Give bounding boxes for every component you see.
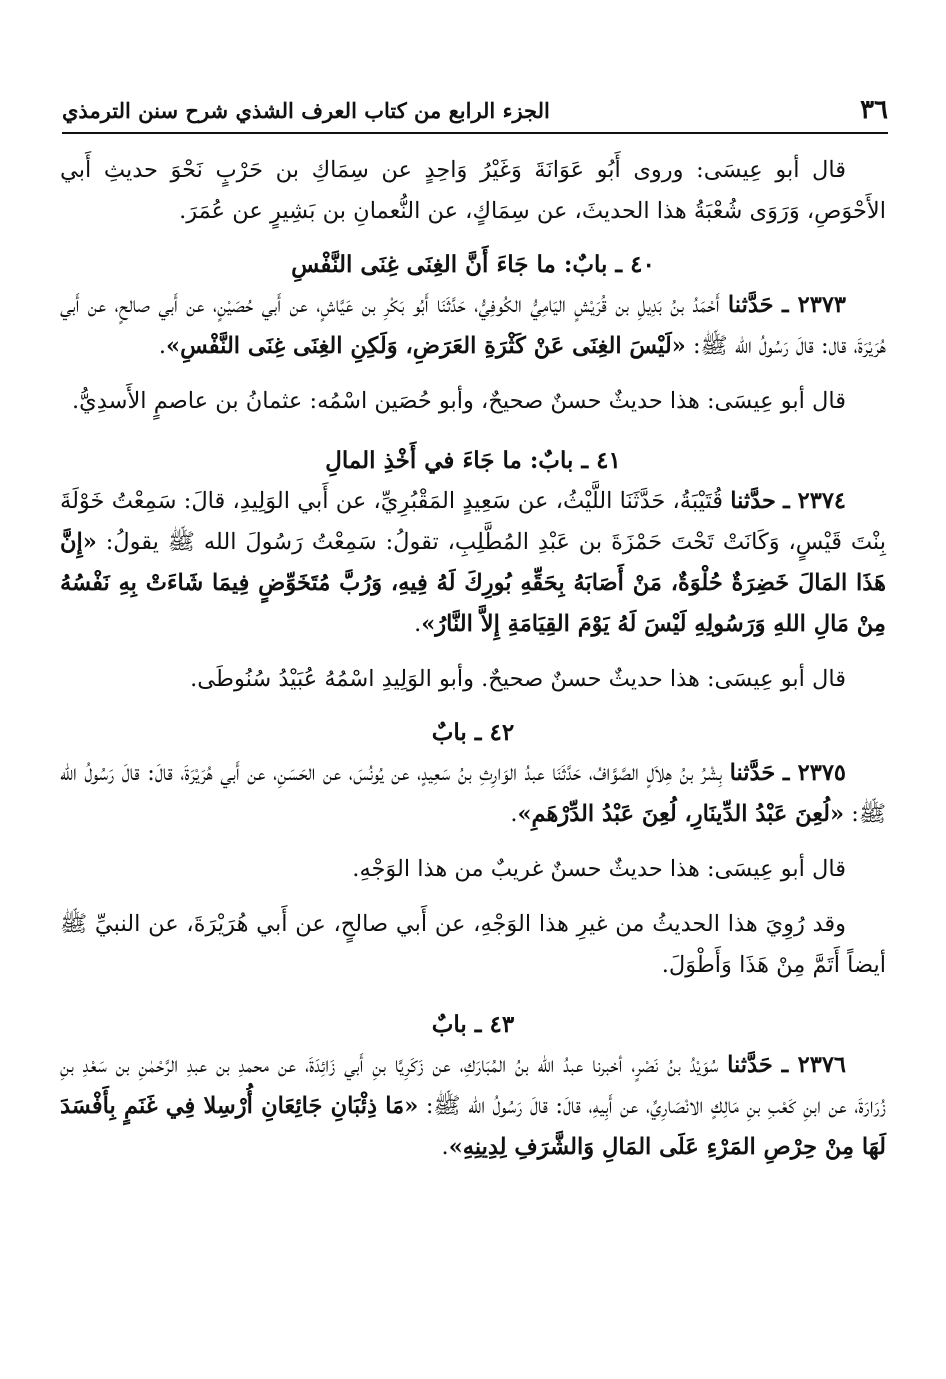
commentary-paragraph: قال أبو عِيسَى: هذا حديثٌ حسنٌ صحيحٌ. وأبو الوَلِيدِ اسْمُهُ عُبَيْدُ سُنُوطَى. <box>190 666 846 692</box>
hadith-number: ٢٣٧٥ ـ <box>782 760 846 786</box>
hadith-2374: ٢٣٧٤ ـ حدَّثنا قُتَيْبَةُ، حَدَّثَنَا اللَّيْثُ، عن سَعِيدٍ المَقْبُرِيِّ، عن أَبي الوَلِيدِ، قالَ: سَمِعْتُ خَوْلَةَ بِنْتَ قَيْسٍ، وَكَانَتْ تَحْتَ حَمْزَةَ بن عَبْدِ المُطَّلِبِ، تقولُ: سَمِعْتُ رَسُولَ الله ﷺ يقولُ: «إِنَّ هَذَا المَالَ خَضِرَةٌ حُلْوَةٌ، مَنْ أَصَابَهُ بِحَقِّهِ بُورِكَ لَهُ فِيهِ، وَرُبَّ مُتَخَوِّضٍ فِيمَا شَاءَتْ بِهِ نَفْسُهُ مِنْ مَالِ اللهِ وَرَسُولِهِ لَيْسَ لَهُ يَوْمَ القِيَامَةِ إِلاَّ النَّارُ». <box>60 488 886 637</box>
isnad-text: أَحْمَدُ بنُ بَدِيلِ بن قُرَيْشٍ اليَامِيُّ الكُوفِيُّ، حَدَّثَنَا أَبُو بَكْرِ بن عَيَّاشٍ، عن أَبي حُصَيْنٍ، عن أَبي صالحٍ، عن أَبي هُرَيْرَةَ، قال: قالَ رَسُولُ الله ﷺ: <box>60 292 886 359</box>
page-body <box>60 150 886 1168</box>
hadith-2376: ٢٣٧٦ ـ حَدَّثنا سُوَيْدُ بنُ نَصْرٍ، أخبرنا عبدُ الله بنُ المُبَارَكِ، عن زَكَرِيَّا بنِ أَبي زَائِدَةَ، عن محمدِ بن عبدِ الرَّحْمٰنِ بن سَعْدِ بنِ زُرَارَةَ، عن ابنِ كَعْبِ بنِ مَالِكٍ الانْصَارِيِّ، عن أَبِيهِ، قالَ: قالَ رَسُولُ الله ﷺ: «مَا ذِئْبَانِ جَائِعَانِ أُرْسِلا فِي غَنَمٍ بِأَفْسَدَ لَهَا مِنْ حِرْصِ المَرْءِ عَلَى المَالِ وَالشَّرَفِ لِدِينِهِ». <box>60 1052 886 1160</box>
isnad-text: سُوَيْدُ بنُ نَصْرٍ، أخبرنا عبدُ الله بنُ المُبَارَكِ، عن زَكَرِيَّا بنِ أَبي زَائِدَةَ، عن محمدِ بن عبدِ الرَّحْمٰنِ بن سَعْدِ بنِ زُرَارَةَ، عن ابنِ كَعْبِ بنِ مَالِكٍ الانْصَارِيِّ، عن أَبِيهِ، قالَ: قالَ رَسُولُ الله ﷺ: <box>60 1052 886 1119</box>
hadith-quote: «لَيْسَ الغِنَى عَنْ كَثْرَةِ العَرَضِ، وَلَكِنِ الغِنَى غِنَى النَّفْسِ» <box>166 333 686 359</box>
commentary-paragraph: قال أبو عِيسَى: هذا حديثٌ حسنٌ غريبٌ من هذا الوَجْهِ. <box>352 856 846 882</box>
isnad-text: قُتَيْبَةُ، حَدَّثَنَا اللَّيْثُ، عن سَعِيدٍ المَقْبُرِيِّ، عن أَبي الوَلِيدِ، قالَ: سَمِعْتُ خَوْلَةَ بِنْتَ قَيْسٍ، وَكَانَتْ تَحْتَ حَمْزَةَ بن عَبْدِ المُطَّلِبِ، تقولُ: سَمِعْتُ رَسُولَ الله ﷺ يقولُ: <box>60 488 886 555</box>
hadith-2373: ٢٣٧٣ ـ حَدَّثنا أَحْمَدُ بنُ بَدِيلِ بن قُرَيْشٍ اليَامِيُّ الكُوفِيُّ، حَدَّثَنَا أَبُو بَكْرِ بن عَيَّاشٍ، عن أَبي حُصَيْنٍ، عن أَبي صالحٍ، عن أَبي هُرَيْرَةَ، قال: قالَ رَسُولُ الله ﷺ: «لَيْسَ الغِنَى عَنْ كَثْرَةِ العَرَضِ، وَلَكِنِ الغِنَى غِنَى النَّفْسِ». <box>60 292 886 359</box>
commentary-paragraph: وقد رُوِيَ هذا الحديثُ من غيرِ هذا الوَجْهِ، عن أَبي صالحٍ، عن أَبي هُرَيْرَةَ، عن النبيِّ ﷺ أيضاً أَتَمَّ مِنْ هَذَا وَأَطْوَلَ. <box>60 911 886 978</box>
hadith-quote: «مَا ذِئْبَانِ جَائِعَانِ أُرْسِلا فِي غَنَمٍ بِأَفْسَدَ لَهَا مِنْ حِرْصِ المَرْءِ عَلَى المَالِ وَالشَّرَفِ لِدِينِهِ» <box>60 1093 886 1160</box>
chapter-heading-40: ٤٠ ـ بابٌ: ما جَاءَ أَنَّ الغِنَى غِنَى النَّفْسِ <box>291 251 655 278</box>
chapter-heading-41: ٤١ ـ بابٌ: ما جَاءَ في أَخْذِ المالِ <box>325 447 621 474</box>
running-title: الجزء الرابع من كتاب العرف الشذي شرح سنن الترمذي <box>62 97 550 123</box>
narration-lead: حَدَّثنا <box>729 760 776 786</box>
hadith-number: ٢٣٧٦ ـ <box>781 1052 846 1078</box>
commentary-paragraph: قال أبو عِيسَى: وروى أَبُو عَوَانَةَ وَغَيْرُ وَاحِدٍ عن سِمَاكِ بن حَرْبٍ نَحْوَ حديثِ أَبي الأَحْوَصِ، وَرَوَى شُعْبَةُ هذا الحديثَ، عن سِمَاكٍ، عن النُّعمانِ بن بَشِيرٍ عن عُمَرَ. <box>60 157 886 224</box>
page-header <box>62 88 888 134</box>
isnad-text: بِشْرُ بنُ هِلاَلٍ الصَّوَّافُ، حَدَّثَنَا عبدُ الوَارِثِ بنُ سَعِيدٍ، عن يُونُسَ، عن الحَسَنِ، عن أَبي هُرَيْرَةَ، قالَ: قالَ رَسُولُ الله ﷺ: <box>60 760 886 827</box>
narration-lead: حَدَّثنا <box>727 1052 773 1078</box>
narration-lead: حدَّثنا <box>730 488 776 514</box>
hadith-number: ٢٣٧٤ ـ <box>783 488 846 514</box>
commentary-paragraph: قال أبو عِيسَى: هذا حديثٌ حسنٌ صحيحٌ، وأبو حُصَين اسْمُه: عثمانُ بن عاصمٍ الأَسدِيُّ. <box>72 388 846 414</box>
hadith-quote: «لُعِنَ عَبْدُ الدِّينَارِ، لُعِنَ عَبْدُ الدِّرْهَمِ» <box>517 801 845 827</box>
chapter-heading-43: ٤٣ ـ بابٌ <box>431 1011 515 1038</box>
hadith-number: ٢٣٧٣ ـ <box>781 292 847 318</box>
chapter-heading-42: ٤٢ ـ بابٌ <box>431 719 515 746</box>
hadith-quote: «إِنَّ هَذَا المَالَ خَضِرَةٌ حُلْوَةٌ، مَنْ أَصَابَهُ بِحَقِّهِ بُورِكَ لَهُ فِيهِ، وَرُبَّ مُتَخَوِّضٍ فِيمَا شَاءَتْ بِهِ نَفْسُهُ مِنْ مَالِ اللهِ وَرَسُولِهِ لَيْسَ لَهُ يَوْمَ القِيَامَةِ إِلاَّ النَّارُ» <box>60 529 886 637</box>
narration-lead: حَدَّثنا <box>727 292 774 318</box>
page-number: ٣٦ <box>860 95 888 125</box>
hadith-2375: ٢٣٧٥ ـ حَدَّثنا بِشْرُ بنُ هِلاَلٍ الصَّوَّافُ، حَدَّثَنَا عبدُ الوَارِثِ بنُ سَعِيدٍ، عن يُونُسَ، عن الحَسَنِ، عن أَبي هُرَيْرَةَ، قالَ: قالَ رَسُولُ الله ﷺ: «لُعِنَ عَبْدُ الدِّينَارِ، لُعِنَ عَبْدُ الدِّرْهَمِ». <box>60 760 886 827</box>
